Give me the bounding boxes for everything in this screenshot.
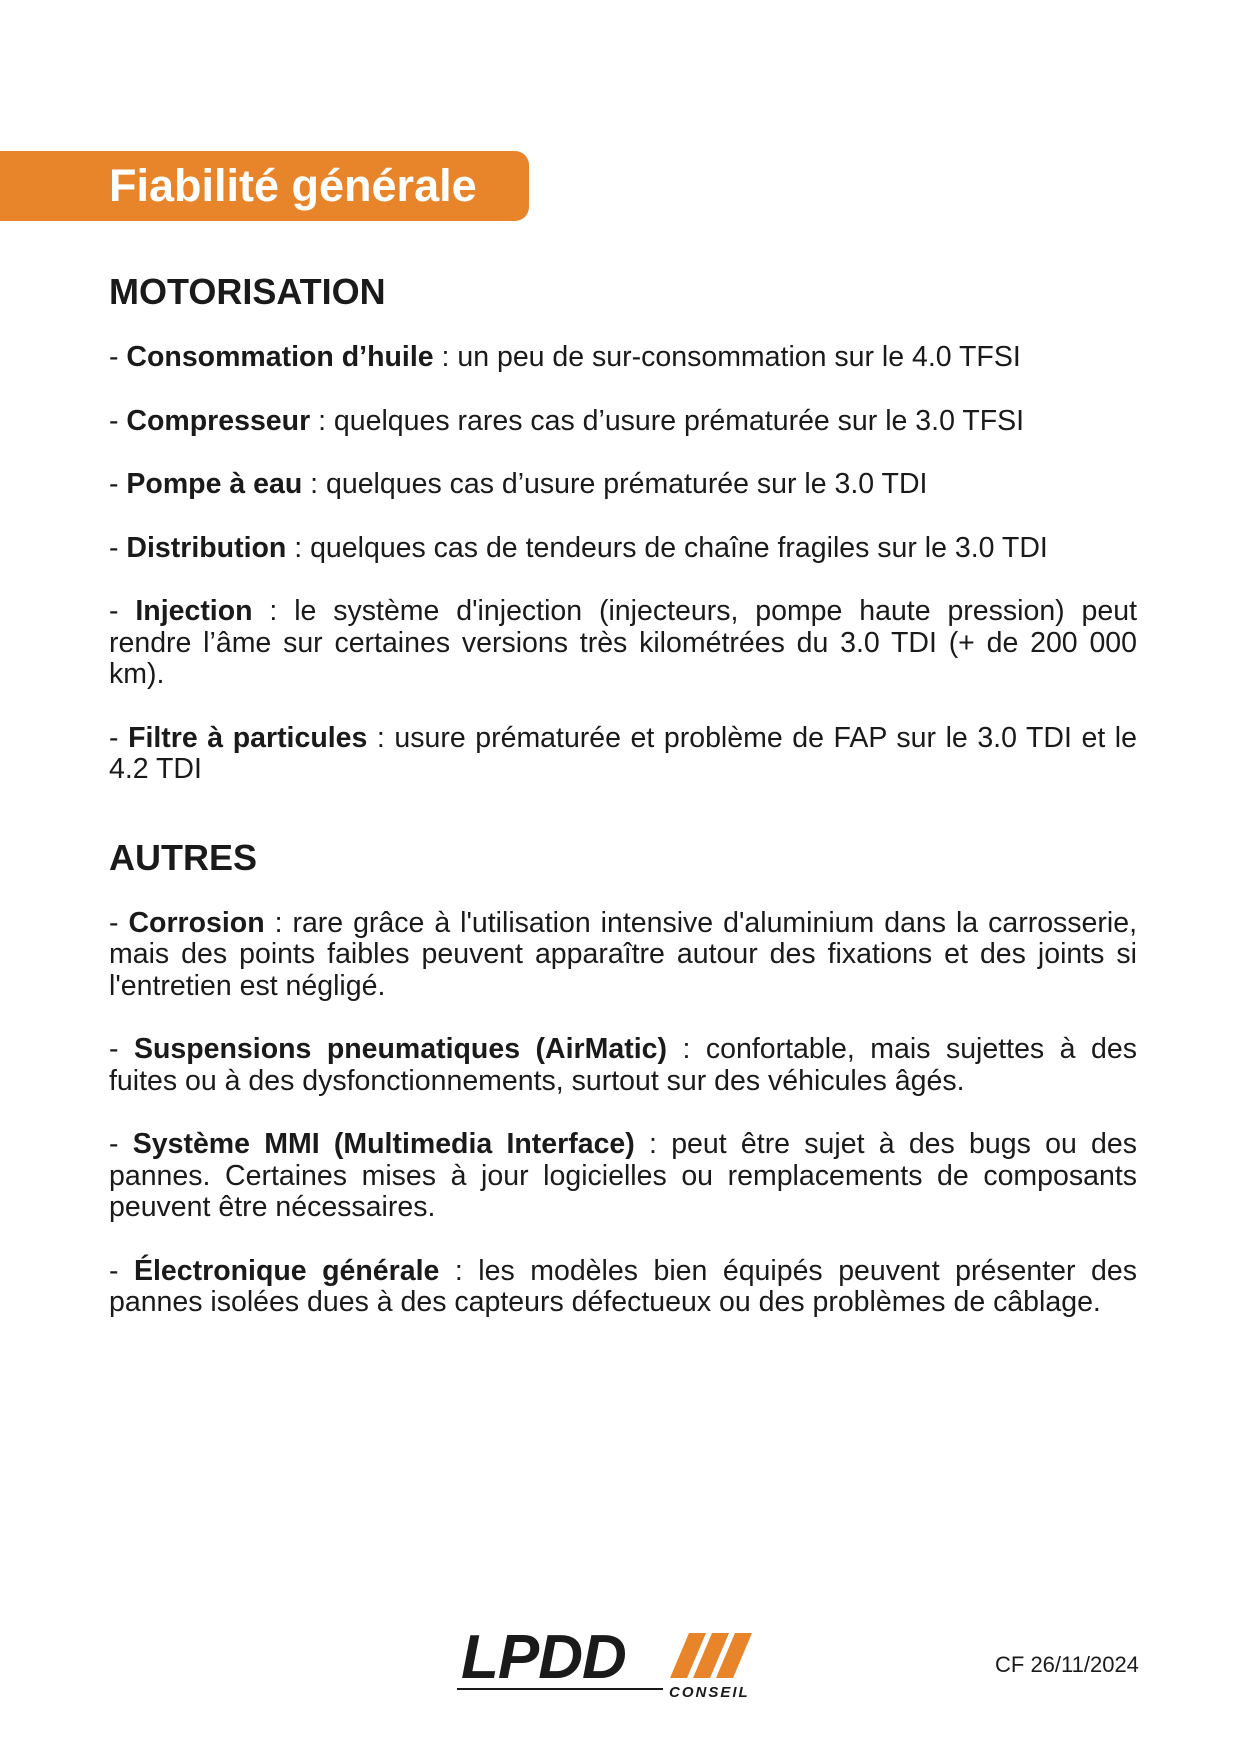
list-item: - Pompe à eau : quelques cas d’usure prématurée sur le 3.0 TDI [109,468,928,500]
section-heading: MOTORISATION [109,271,386,312]
list-item: - Filtre à particules : usure prématurée et problème de FAP sur le 3.0 TDI et le 4.2 TDI [109,721,1137,785]
item-label: Suspensions pneumatiques (AirMatic) [133,1033,667,1065]
title-banner [0,151,529,221]
list-item: - Compresseur : quelques rares cas d’usure prématurée sur le 3.0 TFSI [109,404,1025,437]
list-item: - Consommation d’huile : un peu de sur-consommation sur le 4.0 TFSI [109,341,1021,373]
section-heading: AUTRES [109,836,258,878]
item-label: Compresseur [126,404,311,437]
list-item: - Électronique générale : les modèles bien équipés peuvent présenter des pannes isolées dues à des capteurs défectueux ou des problèmes de câblage. [109,1254,1137,1318]
section-autres [109,836,1137,1319]
logo-subtext: CONSEIL [669,1684,750,1701]
list-item: - Corrosion : rare grâce à l'utilisation intensive d'aluminium dans la carrosserie, mais des points faibles peuvent apparaître autour des fixations et des joints si l'entretien est négligé. [109,906,1137,1002]
lpdd-logo [455,1623,795,1703]
page-title: Fiabilité générale [109,160,477,211]
item-text: : quelques cas de tendeurs de chaîne fragiles sur le 3.0 TDI [286,531,1048,564]
section-motorisation [109,270,1137,786]
item-label: Corrosion [128,906,265,939]
main-content [109,270,1137,1351]
logo-wordmark: LPDD [461,1623,626,1692]
list-item: - Distribution : quelques cas de tendeurs de chaîne fragiles sur le 3.0 TDI [109,531,1048,564]
item-label: Injection [135,595,253,627]
item-text: : confortable, mais sujettes à des fuites ou à des dysfonctionnements, surtout sur des véhicules âgés. [109,1033,1137,1097]
footer [0,1605,1241,1715]
item-label: Pompe à eau [126,468,303,500]
item-text: : un peu de sur-consommation sur le 4.0 TFSI [433,341,1021,373]
item-text: : rare grâce à l'utilisation intensive d'aluminium dans la carrosserie, mais des points faibles peuvent apparaître autour des fixations et des joints si l'entretien est négligé. [109,906,1137,1002]
list-item: - Injection : le système d'injection (injecteurs, pompe haute pression) peut rendre l’âme sur certaines versions très kilométrées du 3.0 TDI (+ de 200 000 km). [109,595,1137,690]
item-text: : usure prématurée et problème de FAP sur le 3.0 TDI et le 4.2 TDI [109,721,1137,785]
item-label: Système MMI (Multimedia Interface) [132,1128,635,1160]
item-text: : quelques cas d’usure prématurée sur le 3.0 TDI [302,468,928,500]
item-text: : les modèles bien équipés peuvent présenter des pannes isolées dues à des capteurs défectueux ou des problèmes de câblage. [109,1254,1137,1318]
item-label: Filtre à particules [128,721,368,754]
item-label: Distribution [126,531,287,564]
item-text: : quelques rares cas d’usure prématurée sur le 3.0 TFSI [310,404,1025,437]
item-text: : peut être sujet à des bugs ou des pannes. Certaines mises à jour logicielles ou remplacements de composants peuvent être nécessaires. [109,1128,1137,1223]
list-item: - Système MMI (Multimedia Interface) : peut être sujet à des bugs ou des pannes. Certaines mises à jour logicielles ou remplacements de composants peuvent être nécessaires. [109,1128,1137,1223]
item-text: : le système d'injection (injecteurs, pompe haute pression) peut rendre l’âme sur certaines versions très kilométrées du 3.0 TDI (+ de 200 000 km). [109,595,1137,690]
list-item: - Suspensions pneumatiques (AirMatic) : confortable, mais sujettes à des fuites ou à des dysfonctionnements, surtout sur des véhicules âgés. [109,1033,1137,1097]
item-label: Électronique générale [134,1254,440,1287]
item-label: Consommation d’huile [126,341,434,373]
document-date: CF 26/11/2024 [995,1652,1139,1677]
